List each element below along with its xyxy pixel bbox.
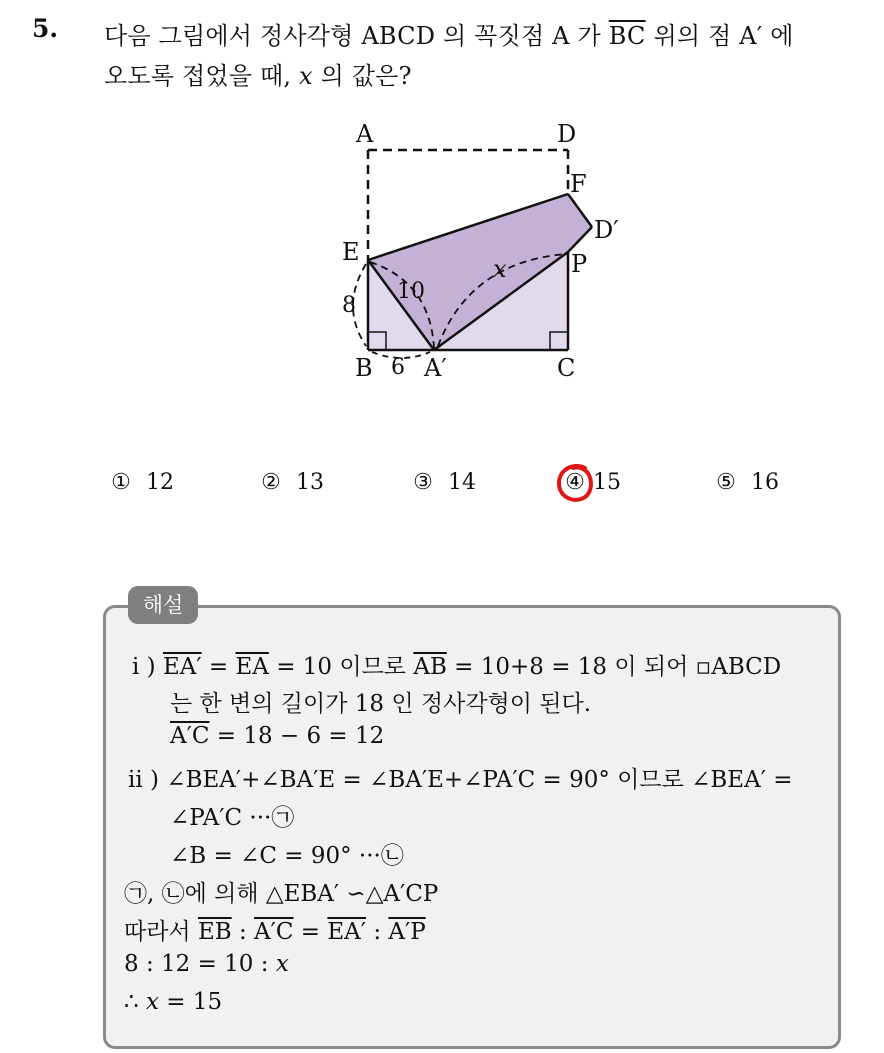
choice-value: 12: [146, 470, 174, 495]
step-number: ii ): [128, 767, 159, 793]
solution-line-1: [132, 648, 781, 681]
variable-x: x: [145, 989, 159, 1015]
segment: A′C: [170, 723, 210, 749]
label-e: E: [342, 238, 360, 266]
solution-text: = 10 이므로: [268, 654, 414, 680]
question-number: 5.: [32, 14, 59, 43]
choice-5[interactable]: [715, 470, 779, 495]
question-text: 의 값은?: [312, 62, 412, 90]
solution-text: :: [366, 919, 389, 945]
segment: A′P: [388, 919, 426, 945]
choice-value: 15: [593, 470, 621, 495]
choice-marker: ②: [261, 470, 281, 495]
label-c: C: [557, 354, 576, 382]
choice-marker: ③: [413, 470, 433, 495]
label-f: F: [570, 170, 587, 198]
choice-value: 13: [296, 470, 324, 495]
solution-text: = 10+8 = 18 이 되어 ▫ABCD: [446, 654, 782, 680]
variable-x: x: [299, 62, 313, 90]
label-length-8: 8: [342, 293, 356, 318]
choice-marker: ⑤: [716, 470, 736, 495]
variable-x: x: [275, 951, 289, 977]
choice-value: 16: [751, 470, 779, 495]
segment: A′C: [254, 919, 294, 945]
label-d: D: [557, 120, 577, 148]
therefore-symbol: ∴: [124, 989, 146, 1015]
choice-value: 14: [448, 470, 476, 495]
label-length-x: x: [493, 255, 507, 283]
solution-text: = 15: [158, 989, 223, 1015]
choice-marker: ④: [565, 470, 585, 495]
choice-2[interactable]: [260, 470, 324, 495]
label-b: B: [355, 354, 373, 382]
choice-marker: ①: [111, 470, 131, 495]
choice-1[interactable]: [110, 470, 174, 495]
question-text: 다음 그림에서 정사각형 ABCD 의 꼭짓점 A 가: [104, 22, 609, 50]
solution-text: 8 : 12 = 10 :: [124, 951, 276, 977]
choice-3[interactable]: [412, 470, 476, 495]
step-number: i ): [132, 654, 156, 680]
label-a: A: [356, 120, 374, 148]
solution-text: :: [231, 919, 255, 945]
solution-line-10: [124, 989, 222, 1015]
segment: $\overline{AB}$: [413, 654, 447, 680]
label-p: P: [571, 250, 588, 278]
question-line-2: [104, 56, 412, 91]
solution-line-7: ㉠, ㉡에 의해 △EBA′ ∽△A′CP: [124, 881, 439, 907]
solution-tab: 해설: [128, 586, 198, 624]
segment: $\overline{EA}$: [235, 654, 269, 680]
solution-line-8: [124, 913, 426, 946]
question-line-1: [104, 16, 794, 51]
solution-line-5: ∠PA′C ···㉠: [170, 805, 295, 831]
segment: $\overline{EB}$: [197, 919, 232, 945]
folded-square-diagram: [330, 112, 640, 392]
label-a-prime: A′: [424, 354, 447, 382]
question-text: 위의 점 A′ 에: [645, 22, 794, 50]
solution-line-4: [128, 761, 793, 794]
label-length-10: 10: [397, 279, 425, 304]
solution-text: = 18 − 6 = 12: [209, 723, 385, 749]
segment: EA′: [327, 919, 367, 945]
solution-line-3: [170, 723, 384, 749]
answer-circle-mark: [555, 462, 595, 504]
solution-line-9: [124, 951, 289, 977]
label-length-6: 6: [391, 355, 405, 380]
segment-bc: $\overline{BC}$: [608, 22, 646, 50]
solution-text: =: [201, 654, 236, 680]
solution-line-2: 는 한 변의 길이가 18 인 정사각형이 된다.: [170, 691, 592, 717]
segment: EA′: [162, 654, 202, 680]
solution-text: ∠BEA′+∠BA′E = ∠BA′E+∠PA′C = 90° 이므로 ∠BEA′ =: [166, 767, 793, 793]
question-text: 오도록 접었을 때,: [104, 62, 300, 90]
label-d-prime: D′: [594, 216, 619, 244]
solution-text: 따라서: [124, 919, 198, 945]
solution-line-6: ∠B = ∠C = 90° ···㉡: [170, 843, 404, 869]
solution-text: =: [293, 919, 328, 945]
